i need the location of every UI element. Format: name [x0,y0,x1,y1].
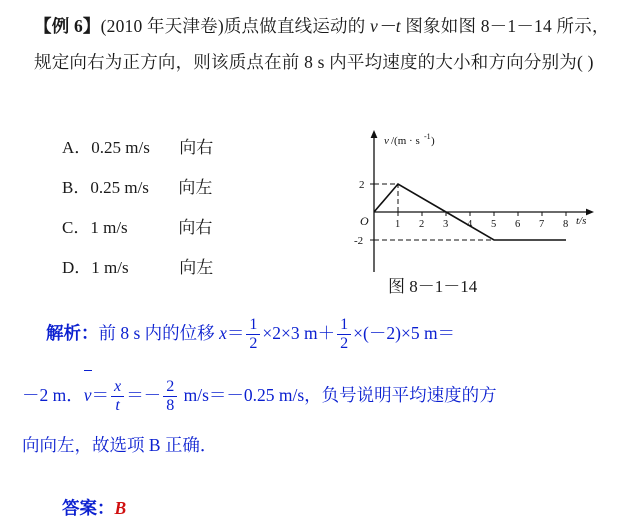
answer-label: 答案： [62,498,115,518]
option-a-direction: 向右 [179,138,214,157]
fraction-4-numerator: 2 [163,378,177,397]
x-tick-label-8: 8 [563,219,569,230]
fraction-x-over-t [111,378,124,415]
fraction-2-denominator: 2 [340,334,349,352]
fraction-half-1 [246,316,260,353]
problem-text-2: 图象如图 8－1－14 所示，规定向右为正方向，则该质点在前 8 s 内平均速度的大小和方向分别为( [34,16,610,72]
option-b-label: B． [62,178,91,197]
y-tick-label-neg2: -2 [354,235,364,247]
displacement-symbol: x [219,323,227,343]
fraction-1-numerator: 1 [246,316,260,335]
x-tick-label-4: 4 [467,219,473,230]
fraction-3-denominator: t [115,396,120,414]
solution-line2-b: m/s＝－0.25 m/s，负号说明平均速度的方 [179,385,497,405]
y-axis-exponent: -1 [424,132,431,141]
x-tick-label-5: 5 [491,219,497,230]
option-a-label: A． [62,138,92,157]
option-d[interactable] [62,248,362,288]
solution-label: 解析： [46,323,99,343]
solution-eq-1: ＝ [226,323,245,343]
option-b-value: 0.25 m/s [90,178,149,197]
x-tick-label-6: 6 [515,219,521,230]
y-axis-units: /(m · s [391,135,420,147]
option-d-value: 1 m/s [91,258,129,277]
option-c-value: 1 m/s [90,218,128,237]
problem-tag: 【例 6】 [34,16,101,36]
solution-text-b: ×2×3 m＋ [262,323,336,343]
average-velocity-symbol: v [84,372,92,418]
solution-line-3: 向向左，故选项 B 正确． [22,435,218,455]
y-axis-label: v [384,135,389,147]
problem-text-3: ) [587,52,594,72]
solution-line-1 [46,310,621,356]
option-a[interactable] [62,128,362,168]
fraction-2-numerator: 1 [337,316,351,335]
fraction-3-numerator: x [111,378,124,397]
figure-caption: 图 8－1－14 [388,277,478,296]
answer-value: B [114,498,127,518]
y-axis-arrow [371,130,378,138]
option-c-direction: 向右 [178,218,213,237]
x-tick-label-1: 1 [395,219,401,230]
x-axis-arrow [586,209,594,216]
y-axis-paren: ) [431,135,435,147]
x-tick-label-7: 7 [539,219,545,230]
option-d-label: D． [62,258,92,277]
problem-text-1: 质点做直线运动的 [223,16,371,36]
x-tick-label-2: 2 [419,219,425,230]
answer-row [62,495,126,520]
option-a-value: 0.25 m/s [91,138,150,157]
solution-eq-3: ＝－ [126,385,162,405]
option-d-direction: 向左 [179,258,214,277]
y-tick-label-2: 2 [359,179,365,191]
x-axis-label: t/s [576,215,587,227]
fraction-half-2 [337,316,351,353]
option-c[interactable] [62,208,362,248]
problem-statement [34,8,614,80]
solution-line-2 [22,372,622,418]
option-list [62,128,362,288]
vt-symbol: v－t [370,16,401,36]
option-b[interactable] [62,168,362,208]
origin-label: O [360,214,369,228]
solution-text-c: ×(－2)×5 m＝ [353,323,456,343]
problem-source: (2010 年天津卷) [100,16,224,36]
fraction-2-over-8 [163,378,177,415]
fraction-1-denominator: 2 [249,334,258,352]
solution-line2-a: －2 m． [22,385,84,405]
option-b-direction: 向左 [178,178,213,197]
solution-eq-2: ＝ [91,385,110,405]
fraction-4-denominator: 8 [166,396,175,414]
x-tick-label-3: 3 [443,219,449,230]
solution-text-a: 前 8 s 内的位移 [98,323,220,343]
option-c-label: C． [62,218,91,237]
